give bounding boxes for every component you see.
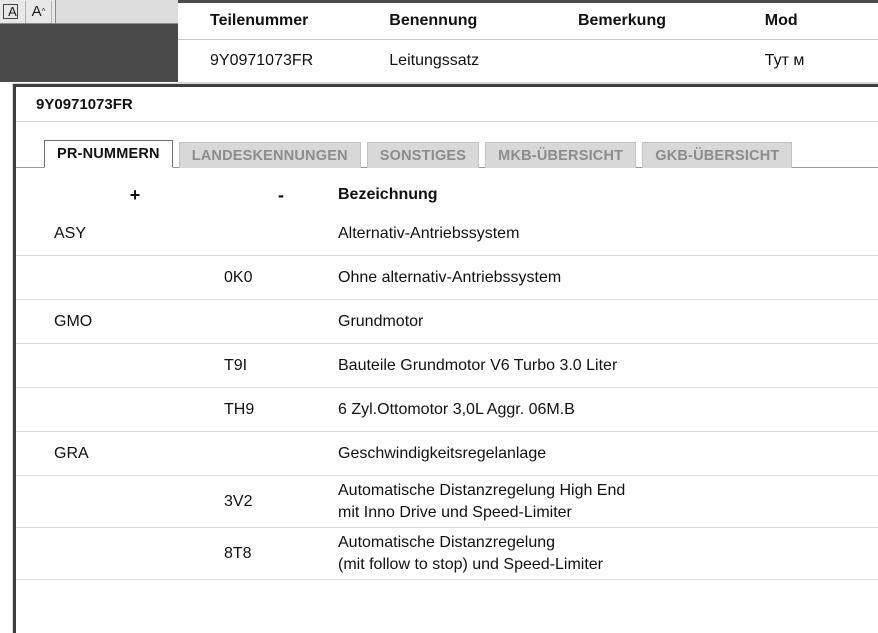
table-row[interactable] xyxy=(16,476,878,528)
cell-description xyxy=(338,355,878,377)
description-line-1: Bauteile Grundmotor V6 Turbo 3.0 Liter xyxy=(338,356,618,374)
column-header-bemerkung: Bemerkung xyxy=(577,12,666,29)
table-row[interactable] xyxy=(16,256,878,300)
tab-pr-nummern-label: PR-NUMMERN xyxy=(57,146,160,162)
cell-description xyxy=(338,480,878,524)
cell-description xyxy=(338,532,878,576)
part-detail-dialog xyxy=(13,84,878,633)
table-row[interactable] xyxy=(16,528,878,580)
tab-sonstiges[interactable] xyxy=(367,142,479,168)
cell-pr-code: 8T8 xyxy=(224,544,252,562)
cell-pr-code: TH9 xyxy=(224,400,255,418)
decrease-font-size-icon[interactable] xyxy=(0,1,26,23)
tab-landeskennungen[interactable] xyxy=(179,142,361,168)
table-row[interactable] xyxy=(16,344,878,388)
description-line-2: (mit follow to stop) und Speed-Limiter xyxy=(338,555,603,573)
decrease-font-size-label: A xyxy=(8,4,17,19)
tab-mkb-uebersicht[interactable] xyxy=(485,142,636,168)
tab-landeskennungen-label: LANDESKENNUNGEN xyxy=(191,147,348,164)
cell-description xyxy=(338,223,878,245)
sidebar-dark-panel xyxy=(0,24,178,82)
table-row[interactable] xyxy=(16,432,878,476)
cell-group-code: ASY xyxy=(54,224,87,242)
cell-group-code: GMO xyxy=(54,312,93,330)
pr-table-header-row xyxy=(16,178,878,212)
font-size-toolbar xyxy=(0,0,56,24)
dialog-title: 9Y0971073FR xyxy=(36,95,133,113)
cell-group-code: GRA xyxy=(54,444,89,462)
tab-gkb-uebersicht-label: GKB-ÜBERSICHT xyxy=(655,147,780,164)
cell-benennung: Leitungssatz xyxy=(389,52,480,69)
cell-description xyxy=(338,267,878,289)
parts-table-header-row xyxy=(178,3,878,40)
description-line-1: 6 Zyl.Ottomotor 3,0L Aggr. 06M.B xyxy=(338,400,575,418)
column-header-plus: + xyxy=(129,184,141,205)
cell-pr-code: 0K0 xyxy=(224,268,253,286)
cell-description xyxy=(338,399,878,421)
cell-teilenummer: 9Y0971073FR xyxy=(210,52,314,69)
tab-sonstiges-label: SONSTIGES xyxy=(379,147,467,164)
table-row[interactable] xyxy=(178,40,878,83)
column-header-minus: - xyxy=(278,184,284,205)
tab-pr-nummern[interactable] xyxy=(44,140,173,168)
description-line-1: Ohne alternativ-Antriebssystem xyxy=(338,268,562,286)
cell-description xyxy=(338,443,878,465)
tab-gkb-uebersicht[interactable] xyxy=(642,142,792,168)
cell-modell: Тут м xyxy=(764,52,805,69)
column-header-teilenummer: Teilenummer xyxy=(210,12,309,29)
column-header-benennung: Benennung xyxy=(389,12,478,29)
table-row[interactable] xyxy=(16,388,878,432)
dialog-titlebar xyxy=(16,87,878,121)
cell-description xyxy=(338,311,878,333)
increase-font-size-label: A xyxy=(31,3,42,20)
parts-table xyxy=(178,3,878,83)
tab-mkb-uebersicht-label: MKB-ÜBERSICHT xyxy=(498,147,624,164)
column-header-modell: Mod xyxy=(764,12,798,29)
caret-icon: ^ xyxy=(41,7,46,16)
cell-pr-code: T9I xyxy=(224,356,248,374)
description-line-1: Grundmotor xyxy=(338,312,424,330)
cell-pr-code: 3V2 xyxy=(224,492,253,510)
column-header-bezeichnung: Bezeichnung xyxy=(338,186,438,204)
increase-font-size-icon[interactable] xyxy=(26,1,52,23)
description-line-1: Automatische Distanzregelung xyxy=(338,533,556,551)
description-line-1: Automatische Distanzregelung High End xyxy=(338,481,626,499)
pr-numbers-table xyxy=(16,178,878,580)
dialog-tab-strip xyxy=(16,122,878,168)
description-line-2: mit Inno Drive und Speed-Limiter xyxy=(338,503,572,521)
toolbar-filler-left xyxy=(56,0,178,24)
description-line-1: Geschwindigkeitsregelanlage xyxy=(338,444,547,462)
table-row[interactable] xyxy=(16,300,878,344)
description-line-1: Alternativ-Antriebssystem xyxy=(338,224,520,242)
table-row[interactable] xyxy=(16,212,878,256)
